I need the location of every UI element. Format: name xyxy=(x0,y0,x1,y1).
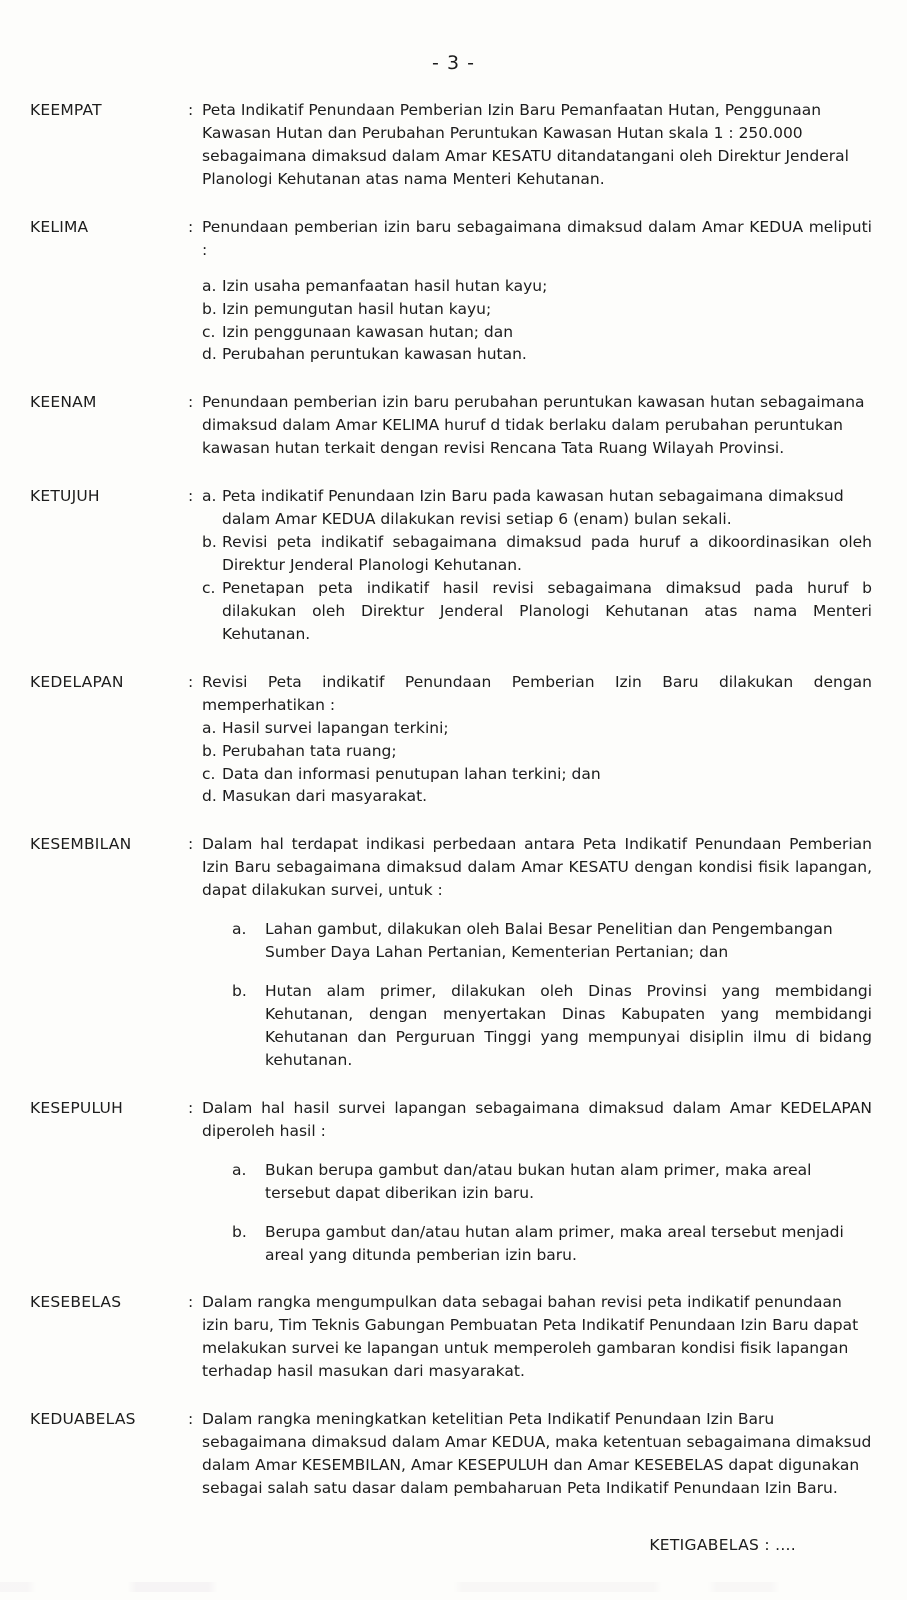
clause-body xyxy=(202,1291,872,1383)
list-item-text: Masukan dari masyarakat. xyxy=(222,787,428,806)
clause-paragraph: Dalam hal terdapat indikasi perbedaan antara Peta Indikatif Penundaan Pemberian Izin Baru sebagaimana dimaksud dalam Amar KESATU dengan kondisi fisik lapangan, dapat dilakukan survei, untuk : xyxy=(202,835,872,900)
list-item xyxy=(232,918,872,964)
list-item-marker: a. xyxy=(232,1160,247,1179)
clause-label: KETUJUH xyxy=(30,487,100,506)
list-item-marker: b. xyxy=(232,982,247,1001)
clause-kedelapan xyxy=(30,671,872,809)
clause-label: KESEPULUH xyxy=(30,1098,123,1117)
list-item-marker: a. xyxy=(232,920,247,939)
list-item-text: Izin pemungutan hasil hutan kayu; xyxy=(222,299,492,318)
list-item-text: Izin penggunaan kawasan hutan; dan xyxy=(222,322,514,341)
clause-paragraph: Dalam rangka mengumpulkan data sebagai bahan revisi peta indikatif penundaan izin baru, Tim Teknis Gabungan Pembuatan Peta Indikatif Penundaan Izin Baru dapat melakukan survei ke lapangan untuk memperoleh gambaran kondisi fisik lapangan terhadap hasil masukan dari masyarakat. xyxy=(202,1293,859,1381)
clause-sub-list xyxy=(232,918,872,1072)
clause-label: KEDELAPAN xyxy=(30,672,124,691)
clause-label: KEDUABELAS xyxy=(30,1410,136,1429)
clause-paragraph: Revisi Peta indikatif Penundaan Pemberian Izin Baru dilakukan dengan memperhatikan : xyxy=(202,672,872,714)
document-body xyxy=(0,99,907,1554)
clause-colon: : xyxy=(188,1098,194,1117)
list-item-text: Perubahan tata ruang; xyxy=(222,741,397,760)
clause-colon: : xyxy=(188,487,194,506)
clause-body xyxy=(202,216,872,367)
clause-body xyxy=(202,1097,872,1267)
clause-body xyxy=(202,391,872,460)
list-item-text: Bukan berupa gambut dan/atau bukan hutan alam primer, maka areal tersebut dapat diberikan izin baru. xyxy=(265,1160,812,1202)
clause-label: KEENAM xyxy=(30,393,97,412)
list-item-text: Lahan gambut, dilakukan oleh Balai Besar Penelitian dan Pengembangan Sumber Daya Lahan Pertanian, Kementerian Pertanian; dan xyxy=(265,920,833,962)
clause-body xyxy=(202,833,872,1071)
list-item-text: Revisi peta indikatif sebagaimana dimaksud pada huruf a dikoordinasikan oleh Direktur Jenderal Planologi Kehutanan. xyxy=(222,533,872,574)
clause-kesebelas xyxy=(30,1291,872,1383)
list-item-marker: c. xyxy=(202,578,216,597)
list-item xyxy=(202,577,872,646)
clause-paragraph: Penundaan pemberian izin baru perubahan peruntukan kawasan hutan sebagaimana dimaksud dalam Amar KELIMA huruf d tidak berlaku dalam perubahan peruntukan kawasan hutan terkait dengan revisi Rencana Tata Ruang Wilayah Provinsi. xyxy=(202,393,865,458)
clause-label: KELIMA xyxy=(30,217,89,236)
list-item xyxy=(202,298,872,321)
clause-colon: : xyxy=(188,217,194,236)
list-item-text: Peta indikatif Penundaan Izin Baru pada kawasan hutan sebagaimana dimaksud dalam Amar KEDUA dilakukan revisi setiap 6 (enam) bulan sekali. xyxy=(222,487,844,529)
clause-body xyxy=(202,485,872,646)
list-item xyxy=(202,275,872,298)
clause-colon: : xyxy=(188,835,194,854)
clause-label: KEEMPAT xyxy=(30,101,102,119)
list-item-marker: b. xyxy=(202,533,217,552)
list-item-marker: d. xyxy=(202,787,217,806)
list-item-text: Hutan alam primer, dilakukan oleh Dinas Provinsi yang membidangi Kehutanan, dengan menyertakan Dinas Kabupaten yang membidangi Kehutanan dan Perguruan Tinggi yang mempunyai disiplin ilmu di bidang kehutanan. xyxy=(265,982,872,1069)
list-item-marker: b. xyxy=(202,299,217,318)
clause-keenam xyxy=(30,391,872,460)
list-item xyxy=(232,980,872,1072)
clause-paragraph: Dalam rangka meningkatkan ketelitian Peta Indikatif Penundaan Izin Baru sebagaimana dimaksud dalam Amar KEDUA, maka ketentuan sebagaimana dimaksud dalam Amar KESEMBILAN, Amar KESEPULUH dan Amar KESEBELAS dapat digunakan sebagai salah satu dasar dalam pembaharuan Peta Indikatif Penundaan Izin Baru. xyxy=(202,1410,872,1497)
clause-sub-list xyxy=(202,275,872,367)
list-item-text: Hasil survei lapangan terkini; xyxy=(222,718,449,737)
clause-sub-list xyxy=(202,485,872,646)
clause-colon: : xyxy=(188,1410,194,1429)
clause-kesepuluh xyxy=(30,1097,872,1267)
clause-label: KESEMBILAN xyxy=(30,835,132,854)
clause-kelima xyxy=(30,216,872,367)
list-item-marker: c. xyxy=(202,764,216,783)
clause-kesembilan xyxy=(30,833,872,1071)
scan-artifact xyxy=(0,1582,907,1592)
list-item xyxy=(202,717,872,740)
clause-paragraph: Peta Indikatif Penundaan Pemberian Izin Baru Pemanfaatan Hutan, Penggunaan Kawasan Hutan dan Perubahan Peruntukan Kawasan Hutan skala 1 : 250.000 sebagaimana dimaksud dalam Amar KESATU ditandatangani oleh Direktur Jenderal Planologi Kehutanan atas nama Menteri Kehutanan. xyxy=(202,101,849,188)
list-item-marker: c. xyxy=(202,322,216,341)
list-item-marker: a. xyxy=(202,276,217,295)
list-item xyxy=(232,1159,872,1205)
clause-body xyxy=(202,671,872,809)
clause-colon: : xyxy=(188,672,194,691)
page-number: - 3 - xyxy=(432,52,475,74)
clause-body xyxy=(202,99,872,191)
clause-sub-list xyxy=(232,1159,872,1267)
clause-ketujuh xyxy=(30,485,872,646)
list-item-marker: d. xyxy=(202,345,217,364)
list-item xyxy=(202,785,872,808)
list-item-text: Data dan informasi penutupan lahan terkini; dan xyxy=(222,764,601,783)
list-item-marker: a. xyxy=(202,718,217,737)
list-item-marker: b. xyxy=(202,741,217,760)
list-item xyxy=(202,343,872,366)
list-item xyxy=(202,740,872,763)
list-item-text: Izin usaha pemanfaatan hasil hutan kayu; xyxy=(222,276,548,295)
clause-colon: : xyxy=(188,393,194,412)
clause-colon: : xyxy=(188,1293,194,1312)
list-item-marker: a. xyxy=(202,487,217,506)
list-item-text: Penetapan peta indikatif hasil revisi sebagaimana dimaksud pada huruf b dilakukan oleh Direktur Jenderal Planologi Kehutanan atas nama Menteri Kehutanan. xyxy=(222,578,872,643)
list-item-text: Berupa gambut dan/atau hutan alam primer, maka areal tersebut menjadi areal yang ditunda pemberian izin baru. xyxy=(265,1222,844,1264)
clause-paragraph: Dalam hal hasil survei lapangan sebagaimana dimaksud dalam Amar KEDELAPAN diperoleh hasil : xyxy=(202,1098,872,1140)
clause-keduabelas xyxy=(30,1408,872,1500)
clause-body xyxy=(202,1408,872,1500)
clause-paragraph: Penundaan pemberian izin baru sebagaimana dimaksud dalam Amar KEDUA meliputi : xyxy=(202,217,872,259)
list-item xyxy=(202,763,872,786)
list-item-marker: b. xyxy=(232,1222,247,1241)
continuation-note: KETIGABELAS : .... xyxy=(649,1535,796,1554)
list-item xyxy=(232,1221,872,1267)
clause-colon: : xyxy=(188,101,194,119)
list-item xyxy=(202,485,872,531)
clause-keempat xyxy=(30,99,872,191)
list-item xyxy=(202,531,872,577)
list-item xyxy=(202,321,872,344)
clause-label: KESEBELAS xyxy=(30,1293,122,1312)
clause-sub-list xyxy=(202,717,872,809)
list-item-text: Perubahan peruntukan kawasan hutan. xyxy=(222,345,527,364)
